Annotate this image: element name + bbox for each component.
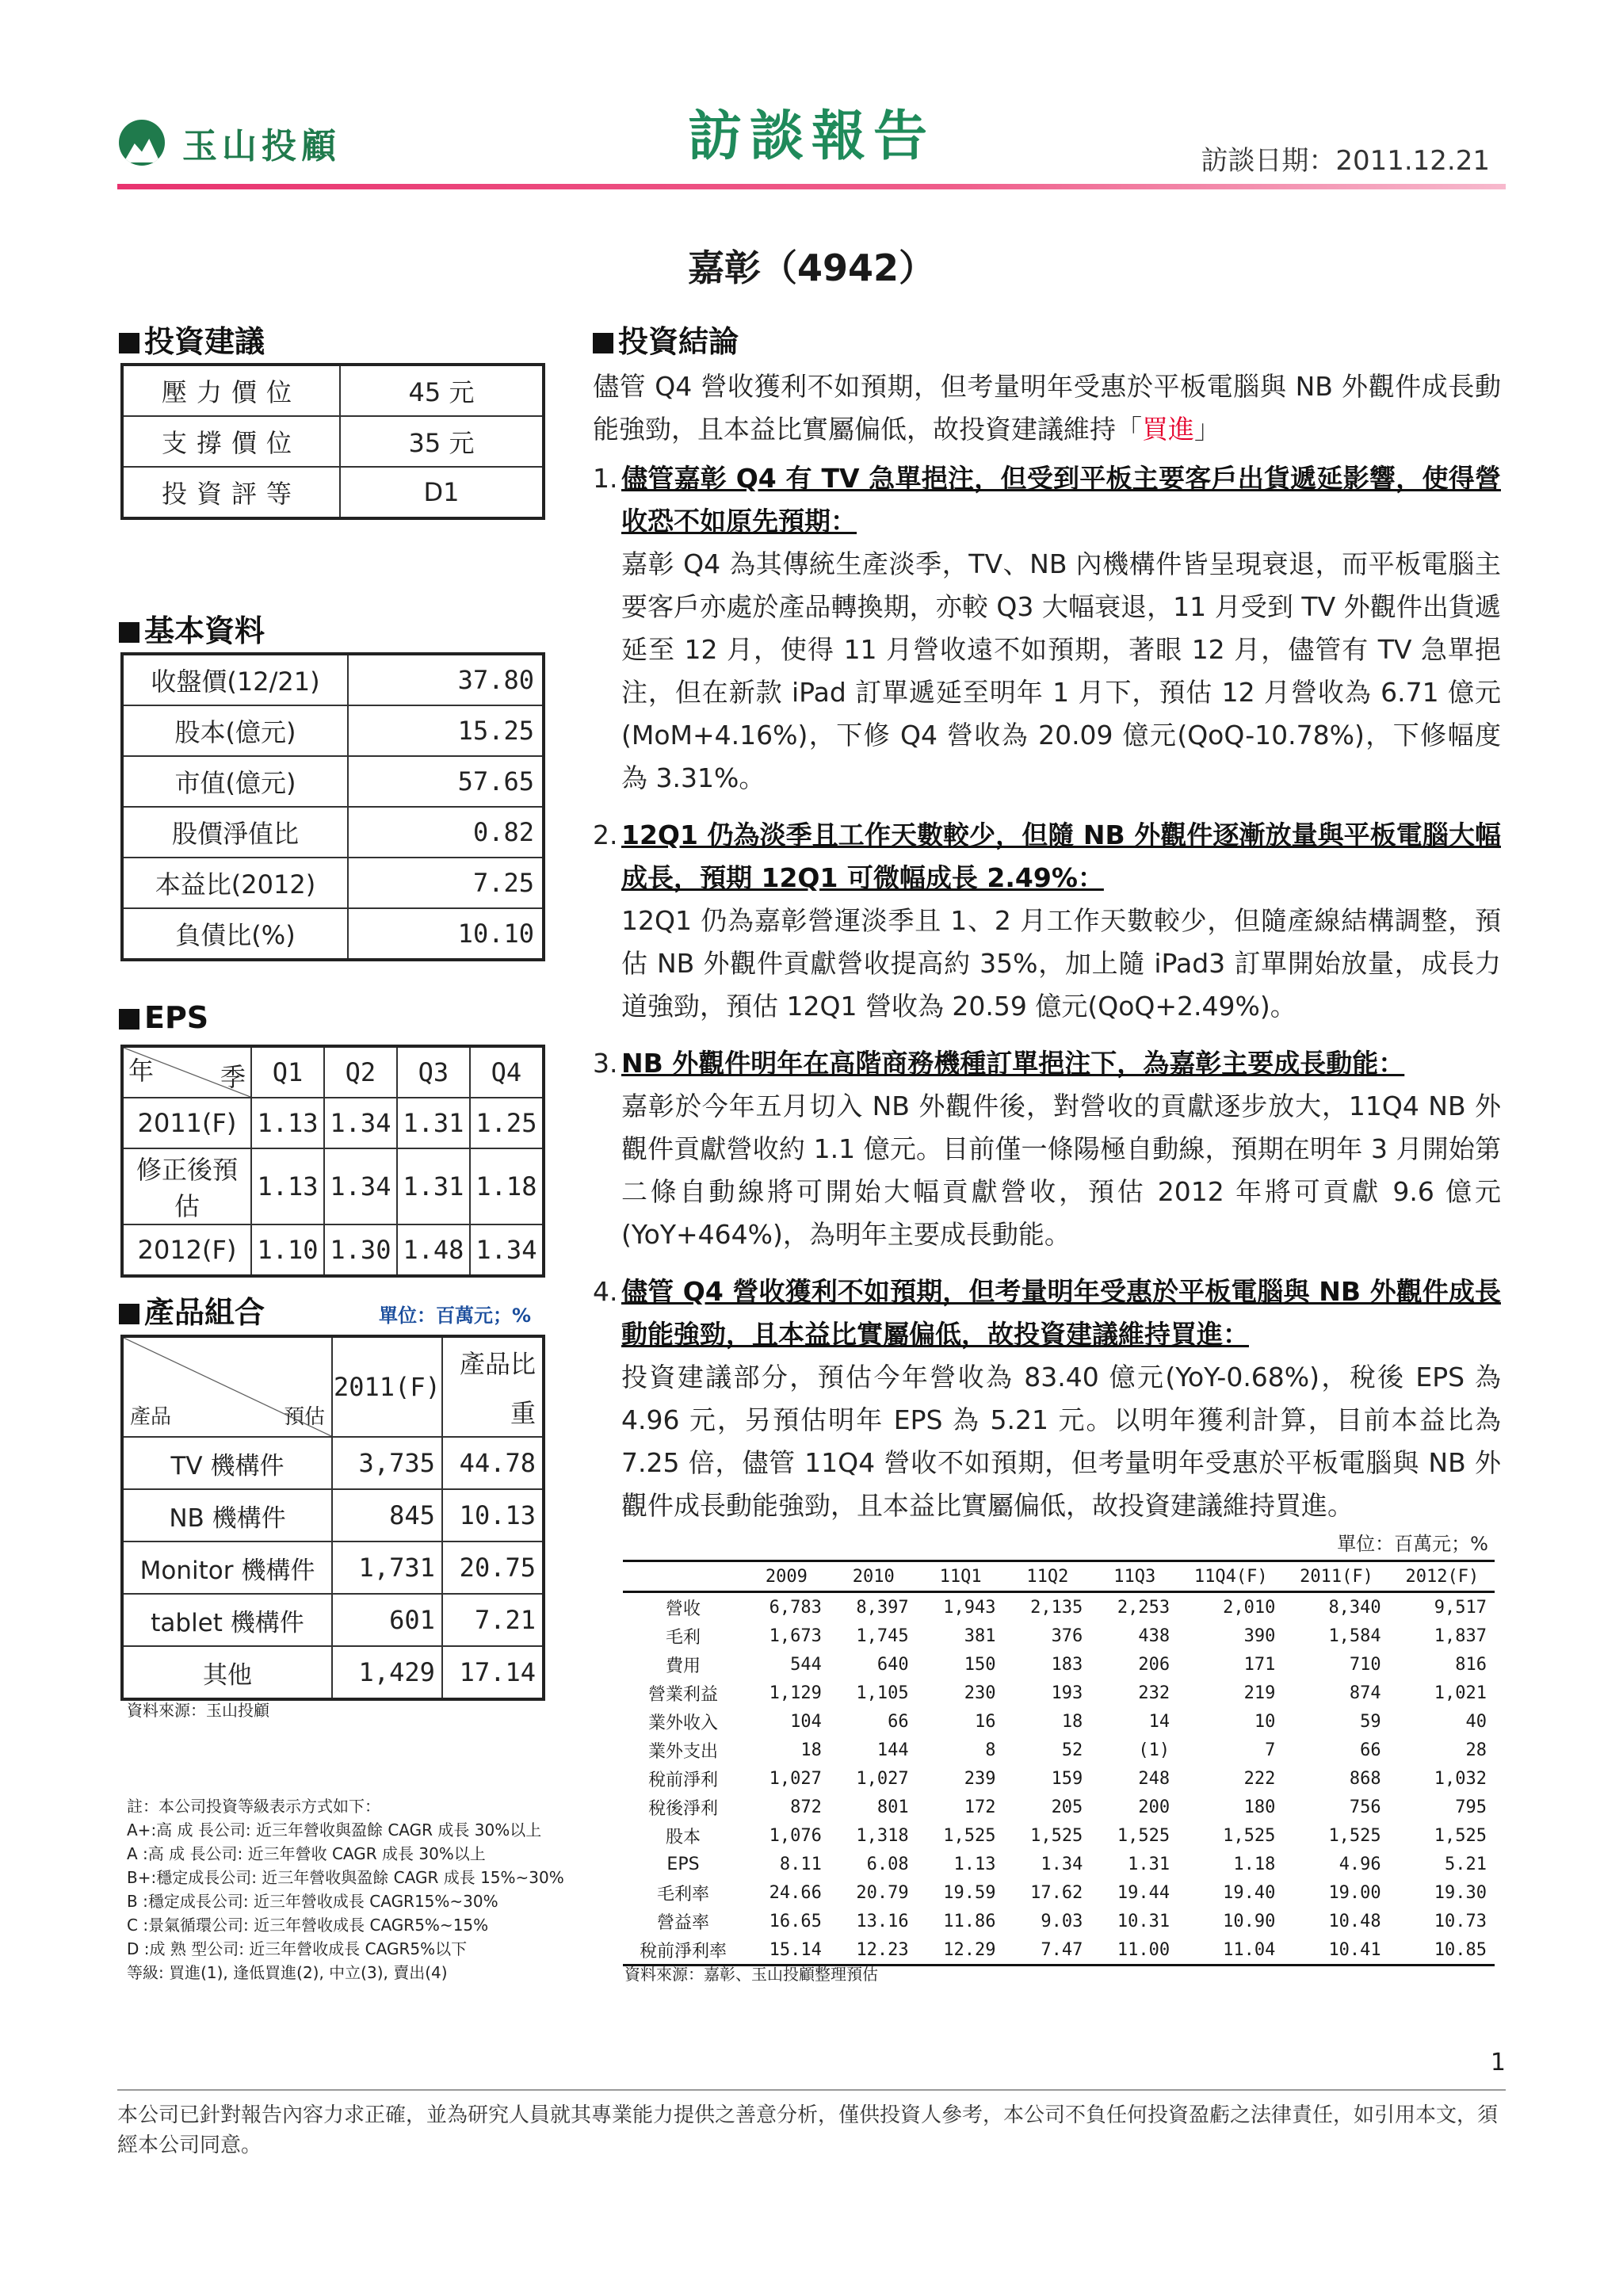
company-title: 嘉彰（4942）: [687, 246, 936, 289]
fin-value: 19.40: [1223, 1882, 1276, 1903]
basic-row: [122, 756, 544, 807]
fin-row-label: 營收: [665, 1599, 701, 1619]
fin-value: 10.41: [1328, 1939, 1381, 1960]
fin-value: 52: [1061, 1740, 1083, 1760]
fin-value: 8,397: [856, 1597, 909, 1618]
fin-header-row: [623, 1561, 1495, 1592]
fin-value: 8.11: [779, 1854, 822, 1874]
fin-row-label: 股本: [665, 1827, 701, 1847]
eps-row: [122, 1148, 544, 1224]
fin-row-label: 稅前淨利率: [639, 1941, 727, 1962]
fin-row: [623, 1850, 1495, 1878]
fin-value: 171: [1243, 1654, 1276, 1675]
item-body: 嘉彰 Q4 為其傳統生產淡季，TV、NB 內機構件皆呈現衰退，而平板電腦主要客戶亦處於產品轉換期，亦較 Q3 大幅衰退，11 月受到 TV 外觀件出貨遞延至 12 月，使得 11 月營收遠不如預期，著眼 12 月，儘管有 TV 急單挹注，但在新款 iPad 訂單遞延至明年 1 月下，預估 12 月營收為 6.71 億元(MoM+4.16%)，下修 Q4 營收為 20.09 億元(QoQ-10.78%)，下修幅度為 3.31%。: [621, 548, 1501, 793]
eps-col-header: Q2: [324, 1046, 397, 1098]
fin-col-header: 2009: [743, 1561, 830, 1592]
fin-value: 1,673: [769, 1626, 822, 1646]
fin-value: 6.08: [866, 1854, 909, 1874]
item-number: 1.: [593, 463, 618, 494]
fin-value: 1,745: [856, 1626, 909, 1646]
fin-col-header: 2011(F): [1283, 1561, 1388, 1592]
eps-value: 1.30: [324, 1224, 397, 1276]
eps-row-label: 修正後預估: [122, 1148, 251, 1224]
product-mix-heading: 產品組合: [119, 1288, 265, 1331]
eps-heading: EPS: [119, 1000, 208, 1035]
fin-value: 248: [1138, 1768, 1170, 1789]
rec-label: 支撐價位: [122, 416, 340, 467]
fin-row: [623, 1764, 1495, 1793]
eps-row: [122, 1224, 544, 1276]
rec-label: 壓力價位: [122, 365, 340, 416]
item-heading: 儘管 Q4 營收獲利不如預期，但考量明年受惠於平板電腦與 NB 外觀件成長動能強勁，且本益比實屬偏低，故投資建議維持買進：: [621, 1276, 1501, 1350]
fin-value: 10.48: [1328, 1911, 1381, 1931]
fin-row: [623, 1622, 1495, 1650]
fin-row: [623, 1793, 1495, 1821]
fin-value: 20.79: [856, 1882, 909, 1903]
rec-value: D1: [340, 467, 544, 518]
item-content: [621, 457, 1501, 800]
fin-value: 1,129: [769, 1683, 822, 1703]
fin-value: 150: [964, 1654, 996, 1675]
disclaimer: 本公司已針對報告內容力求正確，並為研究人員就其專業能力提供之善意分析，僅供投資人參考，本公司不負任何投資盈虧之法律責任，如引用本文，須經本公司同意。: [117, 2103, 1499, 2157]
fin-value: 1,021: [1434, 1683, 1487, 1703]
basic-value: 7.25: [348, 858, 544, 908]
basic-label: 收盤價(12/21): [122, 654, 348, 705]
fin-corner: [623, 1561, 743, 1592]
fin-col-header: 2010: [830, 1561, 917, 1592]
product-header-row: [122, 1336, 544, 1387]
fin-value: 10: [1254, 1711, 1276, 1732]
fin-value: 10.90: [1223, 1911, 1276, 1931]
recommendation-row: [122, 365, 544, 416]
fin-value: 11.00: [1117, 1939, 1170, 1960]
item-body: 12Q1 仍為嘉彰營運淡季且 1、2 月工作天數較少，但隨產線結構調整，預估 NB 外觀件貢獻營收提高約 35%，加上隨 iPad3 訂單開始放量，成長力道強勁，預估 12Q1 營收為 20.59 億元(QoQ+2.49%)。: [621, 905, 1501, 1022]
fin-row: [623, 1935, 1495, 1966]
square-bullet-icon: [119, 622, 139, 643]
eps-value: 1.18: [470, 1148, 544, 1224]
fin-row: [623, 1592, 1495, 1622]
product-corner-est: 預估: [283, 1405, 325, 1429]
fin-unit-label: 單位：百萬元；%: [1337, 1533, 1488, 1555]
fin-row: [623, 1679, 1495, 1707]
basic-row: [122, 858, 544, 908]
fin-value: 1.13: [953, 1854, 996, 1874]
interview-date: 訪談日期：2011.12.21: [1201, 145, 1490, 177]
fin-row: [623, 1707, 1495, 1736]
rating-note-line: B+:穩定成長公司: 近三年營收與盈餘 CAGR 成長 15%~30%: [127, 1868, 564, 1887]
conclusion-items: [593, 457, 1501, 1527]
fin-value: 219: [1243, 1683, 1276, 1703]
fin-value: 390: [1243, 1626, 1276, 1646]
fin-value: 7.47: [1041, 1939, 1083, 1960]
fin-value: 2,253: [1117, 1597, 1170, 1618]
recommendation-heading: 投資建議: [119, 317, 265, 361]
fin-value: 1,525: [943, 1825, 996, 1846]
fin-value: 1.18: [1233, 1854, 1276, 1874]
basic-data-heading: 基本資料: [119, 606, 265, 650]
eps-value: 1.34: [470, 1224, 544, 1276]
fin-value: 816: [1455, 1654, 1487, 1675]
fin-value: 11.86: [943, 1911, 996, 1931]
fin-value: 193: [1051, 1683, 1083, 1703]
financial-table: [623, 1560, 1495, 1966]
fin-value: 206: [1138, 1654, 1170, 1675]
eps-value: 1.34: [324, 1098, 397, 1148]
fin-value: 1,076: [769, 1825, 822, 1846]
fin-value: 874: [1349, 1683, 1381, 1703]
eps-row-label: 2012(F): [122, 1224, 251, 1276]
rec-label: 投資評等: [122, 467, 340, 518]
fin-value: 232: [1138, 1683, 1170, 1703]
fin-value: 1,105: [856, 1683, 909, 1703]
product-col-share-top: 產品比: [442, 1336, 544, 1387]
fin-value: 172: [964, 1797, 996, 1817]
fin-value: 1,027: [856, 1768, 909, 1789]
footer-divider: [117, 2089, 1506, 2091]
eps-value: 1.10: [251, 1224, 324, 1276]
fin-value: 1,318: [856, 1825, 909, 1846]
fin-value: 19.30: [1434, 1882, 1487, 1903]
product-source: 資料來源：玉山投顧: [127, 1701, 269, 1720]
fin-value: 18: [1061, 1711, 1083, 1732]
fin-row: [623, 1878, 1495, 1907]
fin-row-label: 稅前淨利: [647, 1770, 718, 1790]
fin-value: 8: [985, 1740, 996, 1760]
product-corner: [122, 1336, 332, 1437]
rec-value: 45 元: [340, 365, 544, 416]
product-share: 7.21: [442, 1594, 544, 1646]
fin-value: 205: [1051, 1797, 1083, 1817]
basic-value: 0.82: [348, 807, 544, 858]
fin-value: 222: [1243, 1768, 1276, 1789]
product-unit-label: 單位：百萬元；%: [379, 1305, 532, 1327]
square-bullet-icon: [119, 1009, 139, 1030]
recommendation-row: [122, 416, 544, 467]
fin-value: 144: [876, 1740, 909, 1760]
basic-data-table: [120, 652, 545, 961]
eps-corner-quarter: 季: [220, 1062, 246, 1092]
fin-value: 544: [790, 1654, 822, 1675]
fin-row-label: 業外支出: [647, 1741, 718, 1762]
fin-value: 1,525: [1434, 1825, 1487, 1846]
eps-corner-year: 年: [128, 1056, 155, 1086]
eps-value: 1.13: [251, 1148, 324, 1224]
eps-value: 1.31: [397, 1148, 470, 1224]
eps-value: 1.13: [251, 1098, 324, 1148]
fin-row: [623, 1650, 1495, 1679]
fin-row-label: EPS: [666, 1854, 700, 1874]
item-content: [621, 1270, 1501, 1527]
fin-value: 1,584: [1328, 1626, 1381, 1646]
fin-value: 13.16: [856, 1911, 909, 1931]
fin-value: 24.66: [769, 1882, 822, 1903]
fin-value: 180: [1243, 1797, 1276, 1817]
eps-table: [120, 1045, 545, 1278]
fin-value: 16: [974, 1711, 996, 1732]
basic-label: 本益比(2012): [122, 858, 348, 908]
fin-value: 1,943: [943, 1597, 996, 1618]
logo-text: 玉山投顧: [182, 126, 341, 166]
basic-value: 10.10: [348, 908, 544, 960]
fin-value: 8,340: [1328, 1597, 1381, 1618]
product-share: 17.14: [442, 1646, 544, 1699]
fin-value: 66: [1360, 1740, 1381, 1760]
product-amount: 601: [332, 1594, 442, 1646]
fin-value: 59: [1360, 1711, 1381, 1732]
fin-value: 1,525: [1223, 1825, 1276, 1846]
fin-value: 5.21: [1445, 1854, 1487, 1874]
fin-value: 159: [1051, 1768, 1083, 1789]
eps-col-header: Q1: [251, 1046, 324, 1098]
fin-col-header: 2012(F): [1389, 1561, 1495, 1592]
basic-row: [122, 654, 544, 705]
eps-row-label: 2011(F): [122, 1098, 251, 1148]
fin-value: (1): [1138, 1740, 1170, 1760]
eps-value: 1.31: [397, 1098, 470, 1148]
fin-row: [623, 1736, 1495, 1764]
basic-value: 15.25: [348, 705, 544, 756]
fin-value: 801: [876, 1797, 909, 1817]
fin-value: 710: [1349, 1654, 1381, 1675]
conclusion-heading: 投資結論: [593, 317, 739, 361]
eps-row: [122, 1098, 544, 1148]
basic-row: [122, 908, 544, 960]
product-row: [122, 1646, 544, 1699]
buy-rating: 買進: [1142, 414, 1194, 445]
fin-value: 10.85: [1434, 1939, 1487, 1960]
fin-value: 230: [964, 1683, 996, 1703]
rating-note-line: C :景氣循環公司: 近三年營收成長 CAGR5%~15%: [127, 1916, 489, 1935]
fin-value: 1,525: [1117, 1825, 1170, 1846]
eps-header-row: [122, 1046, 544, 1098]
fin-value: 1.34: [1041, 1854, 1083, 1874]
recommendation-row: [122, 467, 544, 518]
rating-notes: [127, 1794, 571, 1985]
rec-value: 35 元: [340, 416, 544, 467]
item-heading: 12Q1 仍為淡季且工作天數較少，但隨 NB 外觀件逐漸放量與平板電腦大幅成長，預期 12Q1 可微幅成長 2.49%：: [621, 819, 1501, 893]
fin-source: 資料來源：嘉彰、玉山投顧整理預估: [624, 1965, 878, 1984]
fin-col-header: 11Q3: [1090, 1561, 1178, 1592]
rating-note-line: A :高 成 長公司: 近三年營收 CAGR 成長 30%以上: [127, 1844, 486, 1863]
fin-value: 640: [876, 1654, 909, 1675]
fin-value: 104: [790, 1711, 822, 1732]
fin-value: 28: [1465, 1740, 1487, 1760]
fin-value: 183: [1051, 1654, 1083, 1675]
product-row: [122, 1541, 544, 1594]
conclusion-intro: 儘管 Q4 營收獲利不如預期，但考量明年受惠於平板電腦與 NB 外觀件成長動能強勁，且本益比實屬偏低，故投資建議維持「買進」: [593, 371, 1501, 445]
fin-value: 2,135: [1030, 1597, 1083, 1618]
basic-row: [122, 807, 544, 858]
fin-col-header: 11Q2: [1003, 1561, 1090, 1592]
product-amount: 845: [332, 1489, 442, 1541]
basic-label: 負債比(%): [122, 908, 348, 960]
rating-note-line: D :成 熟 型公司: 近三年營收成長 CAGR5%以下: [127, 1939, 468, 1958]
fin-value: 66: [888, 1711, 909, 1732]
fin-row: [623, 1907, 1495, 1935]
product-corner-label: 產品: [130, 1405, 172, 1429]
basic-label: 股價淨值比: [122, 807, 348, 858]
basic-value: 57.65: [348, 756, 544, 807]
fin-value: 381: [964, 1626, 996, 1646]
fin-value: 756: [1349, 1797, 1381, 1817]
fin-value: 18: [800, 1740, 822, 1760]
product-name: NB 機構件: [122, 1489, 332, 1541]
fin-value: 200: [1138, 1797, 1170, 1817]
eps-col-header: Q3: [397, 1046, 470, 1098]
product-name: 其他: [122, 1646, 332, 1699]
fin-value: 9.03: [1041, 1911, 1083, 1931]
fin-value: 1,027: [769, 1768, 822, 1789]
item-number: 4.: [593, 1276, 618, 1307]
fin-value: 14: [1148, 1711, 1170, 1732]
report-title: 訪談報告: [687, 105, 935, 168]
eps-value: 1.48: [397, 1224, 470, 1276]
basic-row: [122, 705, 544, 756]
product-name: tablet 機構件: [122, 1594, 332, 1646]
fin-value: 1,032: [1434, 1768, 1487, 1789]
product-col-share-bottom: 重: [442, 1387, 544, 1437]
product-row: [122, 1437, 544, 1489]
fin-value: 15.14: [769, 1939, 822, 1960]
conclusion-item: [593, 1270, 1501, 1527]
fin-col-header: 11Q4(F): [1178, 1561, 1283, 1592]
fin-value: 1,525: [1030, 1825, 1083, 1846]
fin-value: 872: [790, 1797, 822, 1817]
fin-row-label: 營業利益: [647, 1684, 718, 1705]
fin-value: 11.04: [1223, 1939, 1276, 1960]
fin-value: 4.96: [1338, 1854, 1381, 1874]
fin-value: 438: [1138, 1626, 1170, 1646]
fin-value: 19.59: [943, 1882, 996, 1903]
fin-value: 6,783: [769, 1597, 822, 1618]
product-amount: 1,429: [332, 1646, 442, 1699]
fin-value: 239: [964, 1768, 996, 1789]
fin-value: 795: [1455, 1797, 1487, 1817]
fin-value: 1.31: [1128, 1854, 1170, 1874]
item-number: 2.: [593, 819, 618, 850]
product-col-year: 2011(F): [332, 1336, 442, 1437]
fin-value: 12.23: [856, 1939, 909, 1960]
fin-row-label: 業外收入: [647, 1713, 718, 1733]
product-amount: 3,735: [332, 1437, 442, 1489]
product-row: [122, 1489, 544, 1541]
fin-row-label: 營益率: [656, 1912, 709, 1933]
item-content: [621, 1042, 1501, 1256]
product-share: 20.75: [442, 1541, 544, 1594]
fin-value: 40: [1465, 1711, 1487, 1732]
fin-value: 16.65: [769, 1911, 822, 1931]
product-share: 44.78: [442, 1437, 544, 1489]
fin-row-label: 毛利率: [656, 1884, 709, 1904]
item-content: [621, 814, 1501, 1028]
fin-value: 10.73: [1434, 1911, 1487, 1931]
fin-value: 17.62: [1030, 1882, 1083, 1903]
item-body: 嘉彰於今年五月切入 NB 外觀件後，對營收的貢獻逐步放大，11Q4 NB 外觀件貢獻營收約 1.1 億元。目前僅一條陽極自動線，預期在明年 3 月開始第二條自動線將可開始大幅貢獻營收，預估 2012 年將可貢獻 9.6 億元(YoY+464%)，為明年主要成長動能。: [621, 1091, 1501, 1250]
product-amount: 1,731: [332, 1541, 442, 1594]
conclusion-item: [593, 814, 1501, 1028]
square-bullet-icon: [119, 333, 139, 353]
fin-row: [623, 1821, 1495, 1850]
fin-value: 868: [1349, 1768, 1381, 1789]
eps-corner: [122, 1046, 251, 1098]
eps-col-header: Q4: [470, 1046, 544, 1098]
fin-row-label: 毛利: [665, 1627, 701, 1648]
fin-value: 376: [1051, 1626, 1083, 1646]
fin-value: 9,517: [1434, 1597, 1487, 1618]
fin-value: 1,525: [1328, 1825, 1381, 1846]
basic-label: 股本(億元): [122, 705, 348, 756]
product-name: Monitor 機構件: [122, 1541, 332, 1594]
square-bullet-icon: [119, 1304, 139, 1324]
eps-value: 1.34: [324, 1148, 397, 1224]
fin-value: 7: [1265, 1740, 1276, 1760]
conclusion-item: [593, 457, 1501, 800]
fin-value: 19.00: [1328, 1882, 1381, 1903]
rating-note-line: A+:高 成 長公司: 近三年營收與盈餘 CAGR 成長 30%以上: [127, 1820, 542, 1839]
item-heading: NB 外觀件明年在高階商務機種訂單挹注下，為嘉彰主要成長動能：: [621, 1048, 1405, 1079]
eps-value: 1.25: [470, 1098, 544, 1148]
fin-value: 2,010: [1223, 1597, 1276, 1618]
square-bullet-icon: [593, 333, 613, 353]
item-body: 投資建議部分，預估今年營收為 83.40 億元(YoY-0.68%)，稅後 EPS 為 4.96 元，另預估明年 EPS 為 5.21 元。以明年獲利計算，目前本益比為 7.25 倍，儘管 11Q4 營收不如預期，但考量明年受惠於平板電腦與 NB 外觀件成長動能強勁，且本益比實屬偏低，故投資建議維持買進。: [621, 1362, 1501, 1521]
fin-row-label: 費用: [665, 1656, 701, 1676]
product-share: 10.13: [442, 1489, 544, 1541]
fin-value: 12.29: [943, 1939, 996, 1960]
product-name: TV 機構件: [122, 1437, 332, 1489]
fin-col-header: 11Q1: [917, 1561, 1004, 1592]
product-mix-table: [120, 1335, 545, 1701]
page-number: 1: [1490, 2049, 1506, 2076]
rating-note-line: 註：本公司投資等級表示方式如下：: [127, 1797, 380, 1816]
item-number: 3.: [593, 1048, 618, 1079]
rating-note-line: 等級: 買進(1), 逢低買進(2), 中立(3), 賣出(4): [127, 1963, 448, 1982]
basic-value: 37.80: [348, 654, 544, 705]
product-row: [122, 1594, 544, 1646]
recommendation-table: [120, 363, 545, 520]
fin-row-label: 稅後淨利: [647, 1798, 718, 1819]
item-heading: 儘管嘉彰 Q4 有 TV 急單挹注，但受到平板主要客戶出貨遞延影響，使得營收恐不如原先預期：: [621, 463, 1501, 537]
fin-value: 1,837: [1434, 1626, 1487, 1646]
conclusion-item: [593, 1042, 1501, 1256]
header-divider: [117, 184, 1506, 189]
rating-note-line: B :穩定成長公司: 近三年營收成長 CAGR15%~30%: [127, 1892, 498, 1911]
fin-value: 10.31: [1117, 1911, 1170, 1931]
fin-value: 19.44: [1117, 1882, 1170, 1903]
basic-label: 市值(億元): [122, 756, 348, 807]
